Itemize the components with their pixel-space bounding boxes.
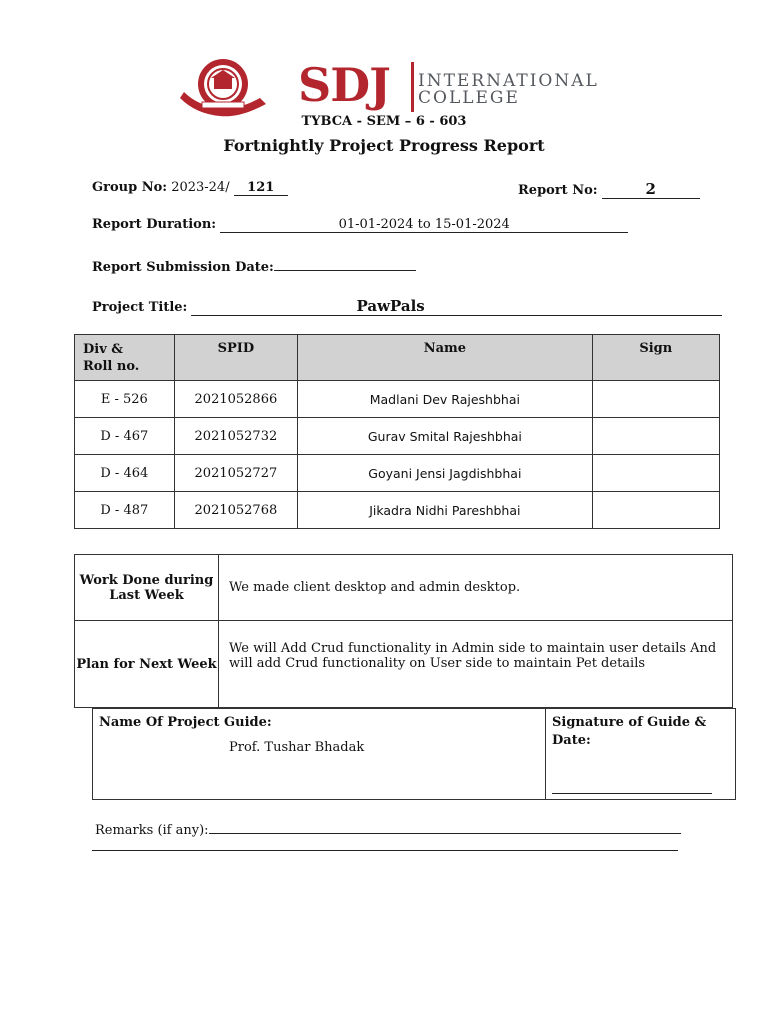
report-no-label: Report No: xyxy=(518,183,598,198)
table-row xyxy=(75,381,720,418)
report-duration-label: Report Duration: xyxy=(92,217,217,232)
logo-sdj-text: SDJ xyxy=(298,58,390,112)
report-title: Fortnightly Project Progress Report xyxy=(223,136,545,155)
plan-next-text: We will Add Crud functionality in Admin side to maintain user details And will add Crud functionality on User side to maintain Pet details xyxy=(219,621,733,708)
report-duration-field xyxy=(92,217,628,233)
guide-signature-label: Signature of Guide & Date: xyxy=(552,715,707,748)
members-table xyxy=(74,334,720,529)
row-name: Gurav Smital Rajeshbhai xyxy=(298,418,592,455)
report-duration-value: 01-01-2024 to 15-01-2024 xyxy=(220,217,628,233)
course-line: TYBCA - SEM – 6 - 603 xyxy=(301,114,467,129)
row-div-roll: E - 526 xyxy=(75,381,175,418)
group-no-label: Group No: xyxy=(92,180,168,195)
project-title-label: Project Title: xyxy=(92,300,188,315)
project-title-field xyxy=(92,297,722,316)
college-seal-icon xyxy=(180,59,266,116)
row-name: Goyani Jensi Jagdishbhai xyxy=(298,455,592,492)
report-no-field xyxy=(518,180,700,199)
group-no-field xyxy=(92,180,288,196)
submission-date-label: Report Submission Date: xyxy=(92,260,274,275)
remarks-line-2 xyxy=(92,850,678,851)
guide-name-cell xyxy=(93,709,546,800)
logo-college-text: COLLEGE xyxy=(418,88,520,108)
plan-next-label: Plan for Next Week xyxy=(75,621,219,708)
row-sign xyxy=(592,492,719,529)
guide-signature-cell xyxy=(546,709,736,800)
guide-name-value: Prof. Tushar Bhadak xyxy=(229,740,365,755)
project-title-value xyxy=(191,297,722,316)
remarks-field xyxy=(95,819,681,838)
logo-international-text: INTERNATIONAL xyxy=(418,71,599,91)
work-done-label: Work Done during Last Week xyxy=(75,555,219,621)
guide-name-label: Name Of Project Guide: xyxy=(99,715,272,730)
header-name: Name xyxy=(298,335,592,381)
college-name-divider xyxy=(411,62,414,112)
header-div-roll: Div & Roll no. xyxy=(75,335,175,381)
report-no-value: 2 xyxy=(602,180,700,199)
project-guide-table xyxy=(92,708,736,800)
guide-row xyxy=(93,709,736,800)
guide-signature-line xyxy=(552,793,712,794)
table-row xyxy=(75,492,720,529)
submission-date-field xyxy=(92,256,416,275)
header-spid: SPID xyxy=(174,335,298,381)
remarks-line xyxy=(209,819,681,834)
plan-next-row xyxy=(75,621,733,708)
submission-date-value xyxy=(274,256,416,271)
row-sign xyxy=(592,455,719,492)
project-title-text: PawPals xyxy=(356,297,425,315)
row-spid: 2021052768 xyxy=(174,492,298,529)
group-no-value: 121 xyxy=(234,180,288,196)
table-row xyxy=(75,418,720,455)
row-div-roll: D - 487 xyxy=(75,492,175,529)
group-no-prefix: 2023-24/ xyxy=(171,180,230,195)
remarks-label: Remarks (if any): xyxy=(95,823,209,838)
row-div-roll: D - 464 xyxy=(75,455,175,492)
row-spid: 2021052727 xyxy=(174,455,298,492)
row-sign xyxy=(592,418,719,455)
row-spid: 2021052866 xyxy=(174,381,298,418)
work-progress-table xyxy=(74,554,733,708)
row-name: Madlani Dev Rajeshbhai xyxy=(298,381,592,418)
work-done-row xyxy=(75,555,733,621)
row-spid: 2021052732 xyxy=(174,418,298,455)
header-sign: Sign xyxy=(592,335,719,381)
row-name: Jikadra Nidhi Pareshbhai xyxy=(298,492,592,529)
members-header-row xyxy=(75,335,720,381)
work-done-text: We made client desktop and admin desktop. xyxy=(219,555,733,621)
row-sign xyxy=(592,381,719,418)
row-div-roll: D - 467 xyxy=(75,418,175,455)
table-row xyxy=(75,455,720,492)
